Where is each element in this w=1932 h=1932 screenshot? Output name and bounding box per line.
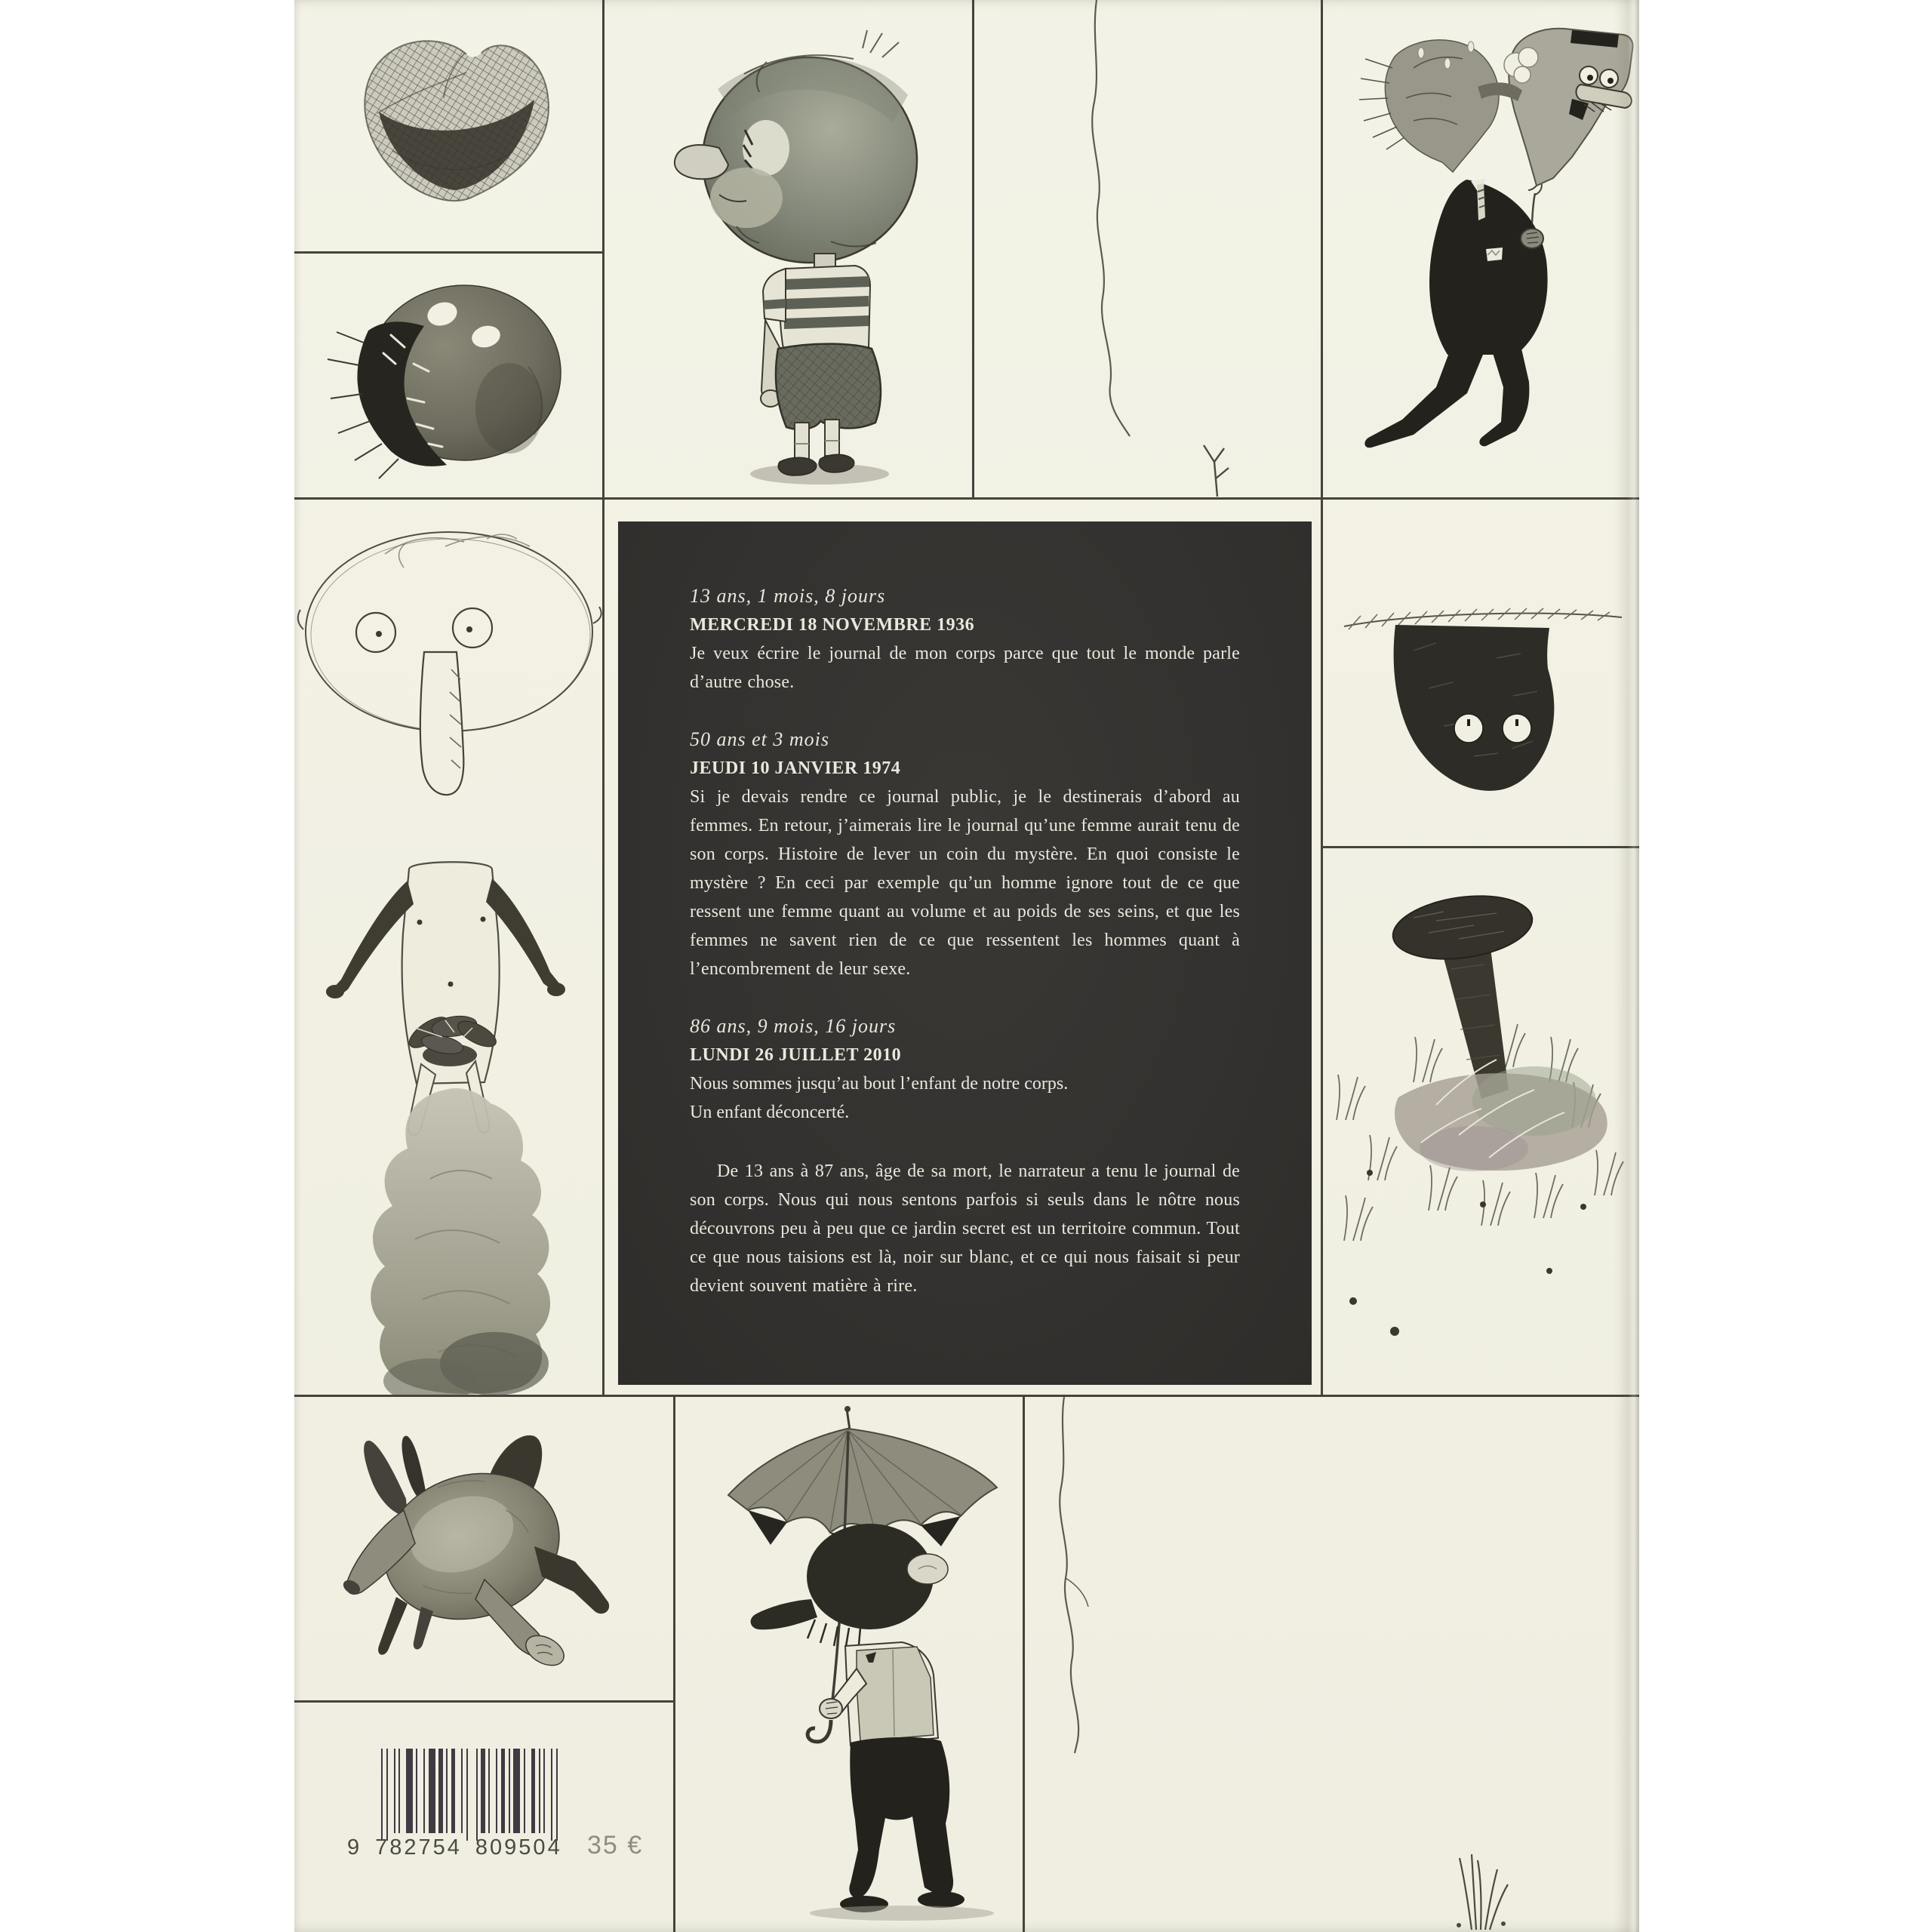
- wall-crack-illustration: [974, 0, 1321, 497]
- panel-animal: [294, 1397, 673, 1700]
- barcode-bar: [423, 1749, 425, 1833]
- barcode-bar: [509, 1749, 510, 1833]
- barcode-bar: [466, 1749, 468, 1841]
- big-headed-boy-illustration: [605, 0, 972, 497]
- barcode-bar: [461, 1749, 463, 1833]
- panel-creature: [294, 254, 602, 497]
- panel-crack-bottom: [1025, 1397, 1639, 1932]
- barcode-bar: [386, 1749, 388, 1841]
- barcode-bar: [513, 1749, 520, 1833]
- animal-on-back-illustration: [294, 1397, 673, 1700]
- barcode-bar: [438, 1749, 442, 1833]
- barcode-digit-group: 809504: [475, 1835, 562, 1860]
- barcode-bar: [446, 1749, 448, 1833]
- panel-crack-top: [974, 0, 1321, 497]
- cover-crease: [1614, 0, 1639, 1932]
- barcode-bar: [551, 1749, 552, 1841]
- barcode-bar: [416, 1749, 417, 1833]
- panel-brim-eyes: [1323, 500, 1639, 846]
- barcode-bar: [539, 1749, 540, 1833]
- panel-nail: [1323, 848, 1639, 1395]
- long-nosed-figure-illustration: [294, 500, 602, 1395]
- excerpt-line: Nous sommes jusqu’au bout l’enfant de notre corps.: [690, 1074, 1069, 1094]
- nail-in-ground-illustration: [1323, 848, 1639, 1395]
- heart-scribble-illustration: [294, 0, 602, 251]
- excerpt-date: LUNDI 26 JUILLET 2010: [690, 1045, 902, 1065]
- barcode-bar: [488, 1749, 490, 1833]
- panel-heart: [294, 0, 602, 251]
- barcode-bars: [381, 1749, 558, 1841]
- man-with-face-balloon-illustration: [1323, 0, 1639, 497]
- open-mouth-creature-illustration: [294, 254, 602, 497]
- barcode-digit-group: 9: [347, 1835, 362, 1860]
- excerpt-age: 13 ans, 1 mois, 8 jours: [690, 585, 886, 607]
- barcode-number: [347, 1835, 574, 1860]
- wall-crack-and-grass-illustration: [1025, 1397, 1639, 1932]
- barcode-bar: [381, 1749, 383, 1841]
- scribble-with-eyes-illustration: [1323, 500, 1639, 846]
- back-cover-blurb: De 13 ans à 87 ans, âge de sa mort, le narrateur a tenu le journal de son corps. Nous qui nous sentons parfois si seuls dans le nôtre nous découvrons peu à peu que ce jardin secret est un territoire commun. Tout ce que nous taisions est là, noir sur blanc, et ce qui nous faisait si peur devient souvent matière à rire.: [690, 1161, 1240, 1296]
- excerpt-age: 50 ans et 3 mois: [690, 728, 829, 750]
- barcode-digit-group: 782754: [375, 1835, 462, 1860]
- bat-umbrella-child-illustration: [675, 1397, 1023, 1932]
- barcode-bar: [429, 1749, 435, 1833]
- barcode-bar: [531, 1749, 535, 1833]
- barcode-bar: [556, 1749, 558, 1841]
- excerpt-age: 86 ans, 9 mois, 16 jours: [690, 1015, 897, 1037]
- panel-man-balloon: [1323, 0, 1639, 497]
- book-back-cover: [294, 0, 1639, 1932]
- barcode-bar: [451, 1749, 455, 1833]
- barcode-bar: [398, 1749, 400, 1833]
- panel-umbrella-child: [675, 1397, 1023, 1932]
- barcode-bar: [406, 1749, 413, 1833]
- excerpt-box: [618, 521, 1312, 1385]
- panel-figure-smoke: [294, 500, 602, 1395]
- barcode-bar: [524, 1749, 525, 1833]
- barcode-bar: [481, 1749, 485, 1833]
- barcode-bar: [394, 1749, 395, 1833]
- excerpt-date: JEUDI 10 JANVIER 1974: [690, 758, 901, 778]
- panel-barcode: [294, 1703, 673, 1932]
- price-label: 35 €: [587, 1831, 644, 1860]
- panel-boy: [605, 0, 972, 497]
- excerpt-text: Je veux écrire le journal de mon corps parce que tout le monde parle d’autre chose.: [690, 644, 1240, 692]
- excerpt-date: MERCREDI 18 NOVEMBRE 1936: [690, 615, 975, 635]
- barcode-bar: [501, 1749, 505, 1833]
- barcode-bar: [496, 1749, 497, 1833]
- barcode-bar: [543, 1749, 545, 1833]
- excerpt-line: Un enfant déconcerté.: [690, 1103, 850, 1122]
- excerpt-text: Si je devais rendre ce journal public, je le destinerais d’abord au femmes. En retour, j’aimerais lire le journal qu’une femme aurait tenu de son corps. Histoire de lever un coin du mystère. En quoi consiste le mystère ? En ceci par exemple qu’un homme ignore tout de ce que ressent une femme quant au volume et au poids de ses seins, et que les femmes ne savent rien de ce que ressentent les hommes quant à l’encombrement de leur sexe.: [690, 787, 1240, 979]
- barcode-bar: [476, 1749, 478, 1841]
